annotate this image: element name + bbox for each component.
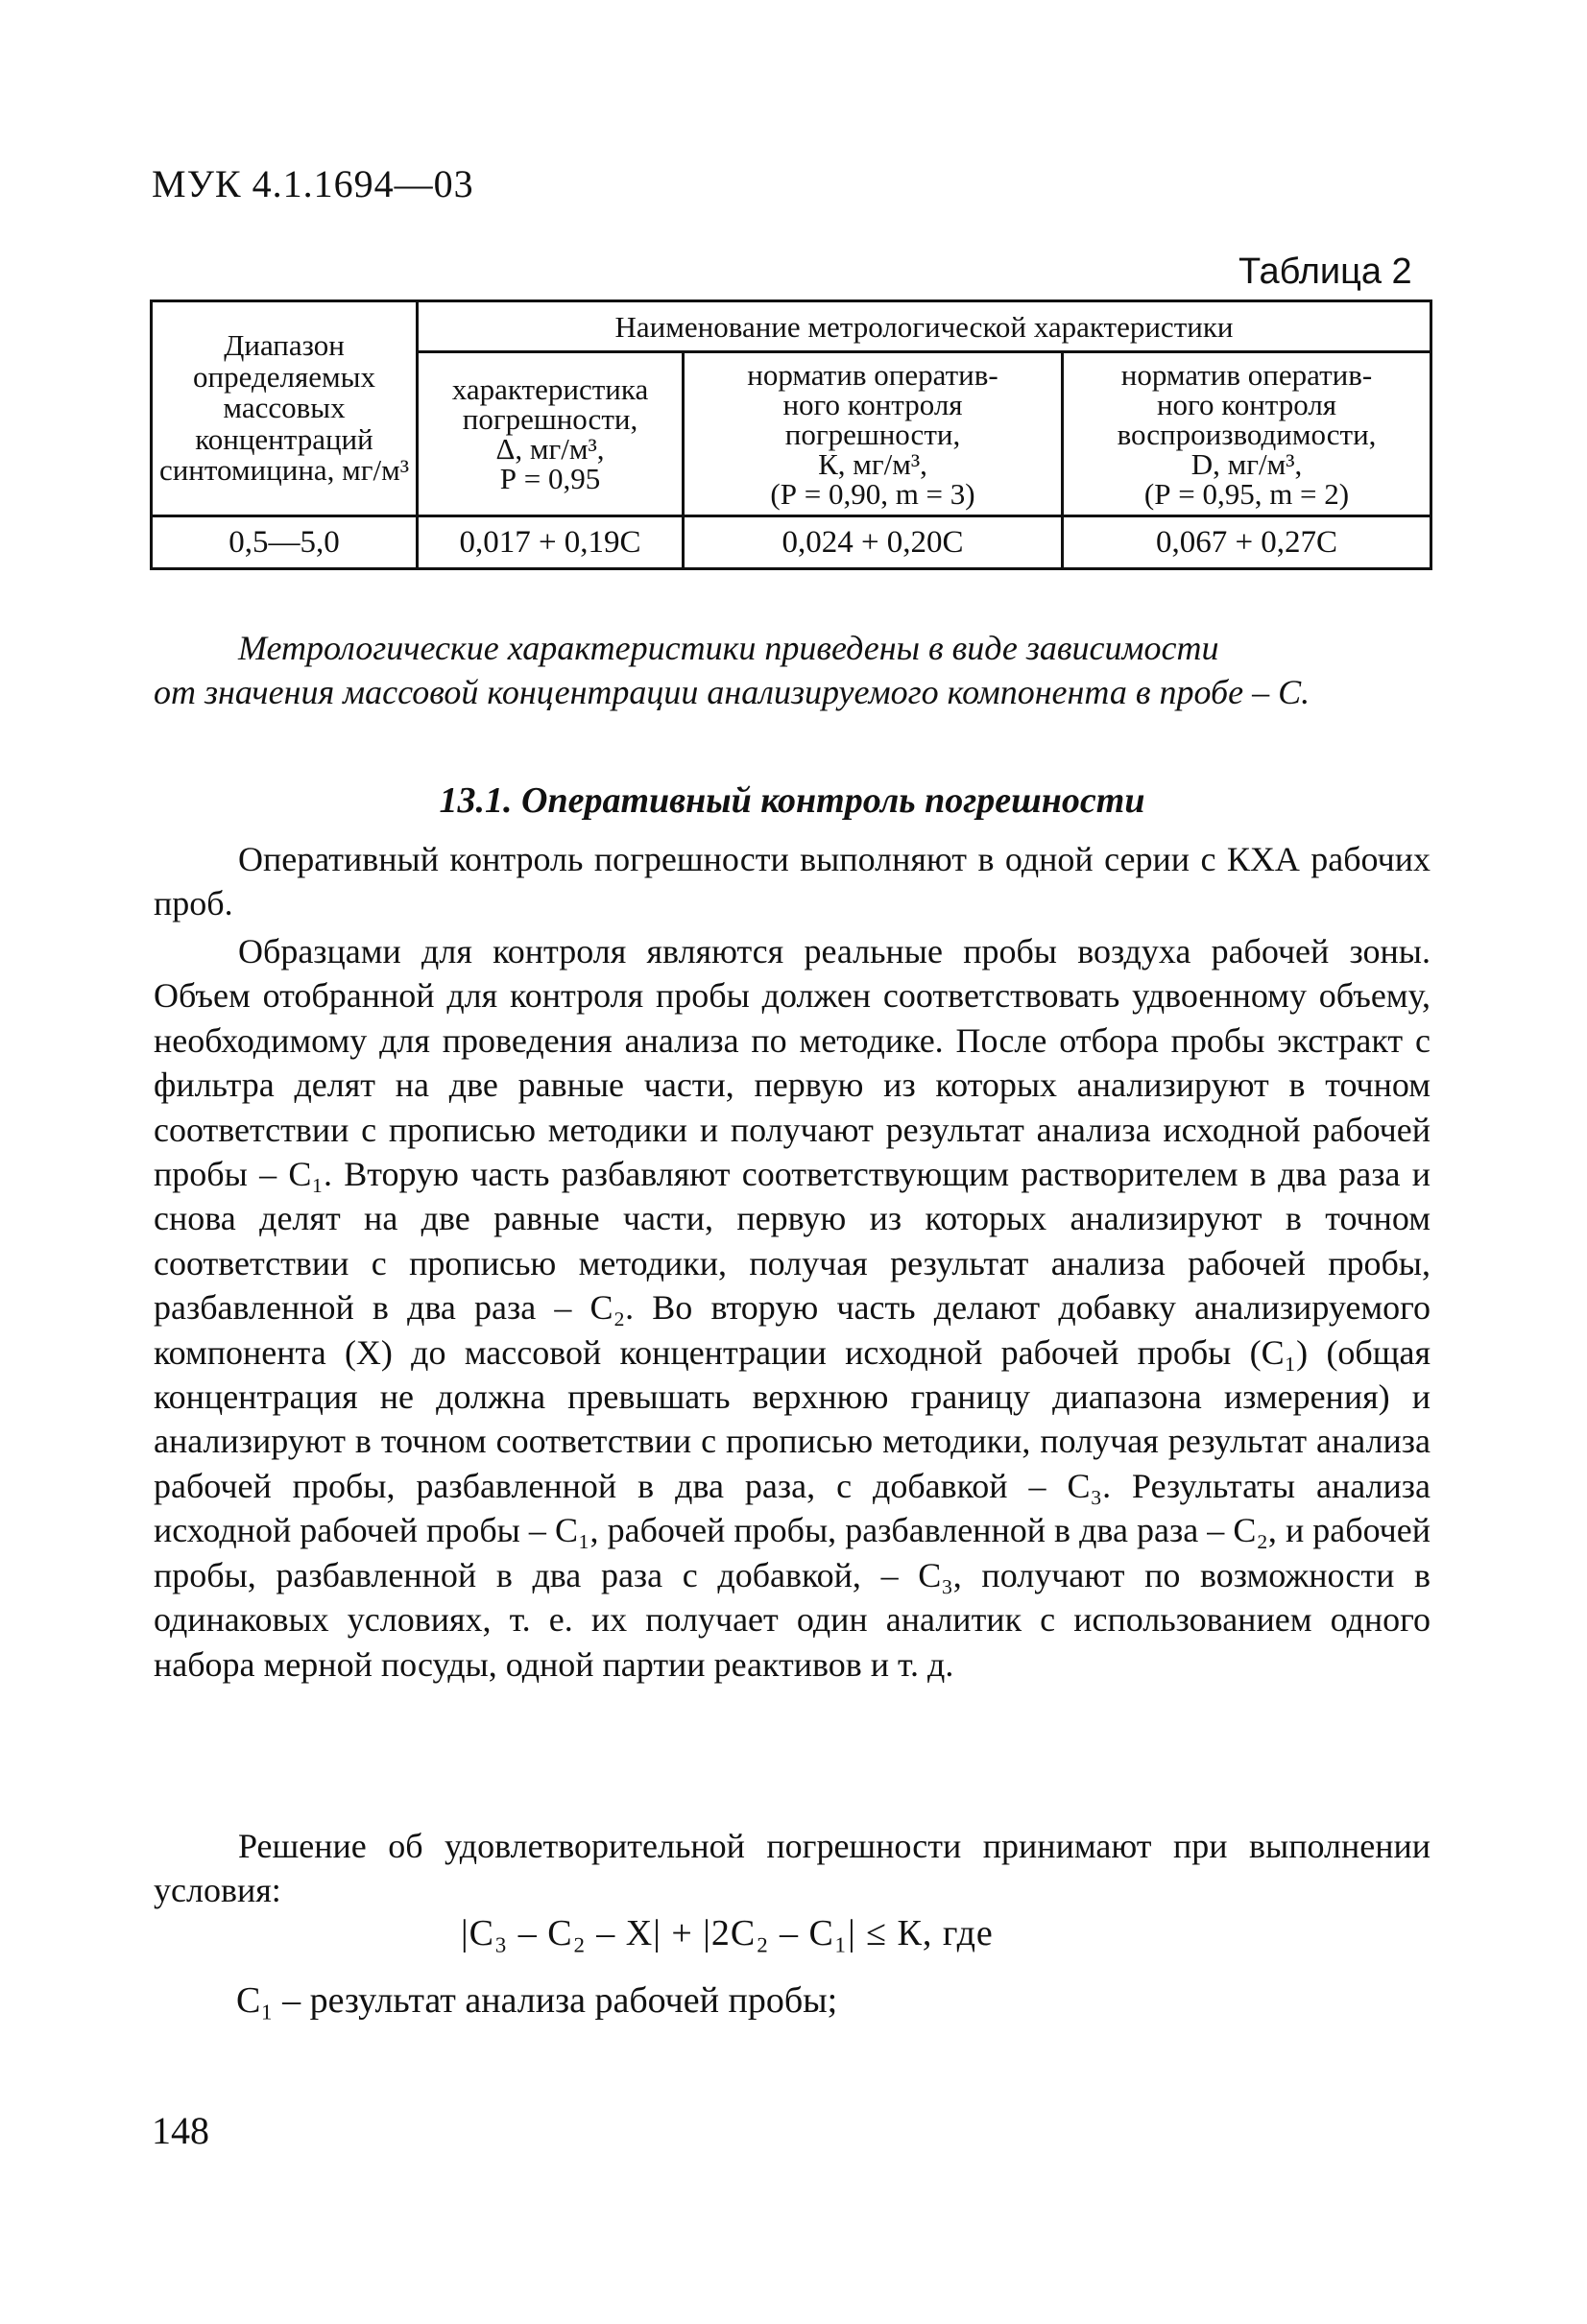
delta-cell: 0,017 + 0,19C xyxy=(418,516,684,569)
definition-c1: С₁ – результат анализа рабочей пробы; xyxy=(236,1980,838,2021)
k-cell: 0,024 + 0,20C xyxy=(684,516,1063,569)
error-control-norm-header: норматив оператив- ного контроля погрешности, К, мг/м³, (Р = 0,90, m = 3) xyxy=(684,352,1063,516)
error-characteristic-header: характеристика погрешности, Δ, мг/м³, Р = 0,95 xyxy=(418,352,684,516)
group-header: Наименование метрологической характеристики xyxy=(418,301,1431,352)
metrology-note-rest: от значения массовой концентрации анализируемого компонента в пробе – С. xyxy=(154,673,1310,712)
paragraph-operational-control: Оперативный контроль погрешности выполняют в одной серии с КХА рабочих проб. xyxy=(154,840,1431,923)
metrology-note xyxy=(154,626,1431,715)
section-title: 13.1. Оперативный контроль погрешности xyxy=(439,780,1145,821)
condition-formula: |С₃ – С₂ – Х| + |2С₂ – С₁| ≤ К, где xyxy=(461,1913,994,1953)
table-caption: Таблица 2 xyxy=(1238,252,1412,292)
table-row xyxy=(152,516,1431,569)
paragraph-decision: Решение об удовлетворительной погрешности принимают при выполнении условия: xyxy=(154,1827,1431,1910)
page-number: 148 xyxy=(152,2109,209,2152)
paragraph-samples: Образцами для контроля являются реальные пробы воздуха рабочей зоны. Объем отобранной для контроля пробы должен соответствовать удвоенному объему, необходимому для проведения анализа по методике. После отбора пробы экстракт с фильтра делят на две равные части, первую из которых анализируют в точном соответствии с прописью методики и получают результат анализа исходной рабочей пробы – С₁. Вторую часть разбавляют соответствующим растворителем в два раза и снова делят на две равные части, первую из которых анализируют в точном соответствии с прописью методики, получая результат анализа рабочей пробы, разбавленной в два раза – С₂. Во вторую часть делают добавку анализируемого компонента (Х) до массовой концентрации исходной рабочей пробы (С₁) (общая концентрация не должна превышать верхнюю границу диапазона измерения) и анализируют в точном соответствии с прописью методики, получая результат анализа рабочей пробы, разбавленной в два раза, с добавкой – С₃. Результаты анализа исходной рабочей пробы – С₁, рабочей пробы, разбавленной в два раза – С₂, и рабочей пробы, разбавленной в два раза с добавкой, – С₃, получают по возможности в одинаковых условиях, т. е. их получает один аналитик с использованием одного набора мерной посуды, одной партии реактивов и т. д. xyxy=(154,932,1431,1684)
reproducibility-control-norm-header: норматив оператив- ного контроля воспроизводимости, D, мг/м³, (Р = 0,95, m = 2) xyxy=(1063,352,1431,516)
range-column-header: Диапазон определяемых массовых концентраций синтомицина, мг/м³ xyxy=(152,301,418,516)
metrology-note-line1: Метрологические характеристики приведены в виде зависимости xyxy=(238,629,1219,667)
range-cell: 0,5—5,0 xyxy=(152,516,418,569)
table-header-row xyxy=(152,301,1431,352)
d-cell: 0,067 + 0,27C xyxy=(1063,516,1431,569)
document-header: МУК 4.1.1694—03 xyxy=(152,162,474,205)
metrology-table xyxy=(150,299,1432,570)
